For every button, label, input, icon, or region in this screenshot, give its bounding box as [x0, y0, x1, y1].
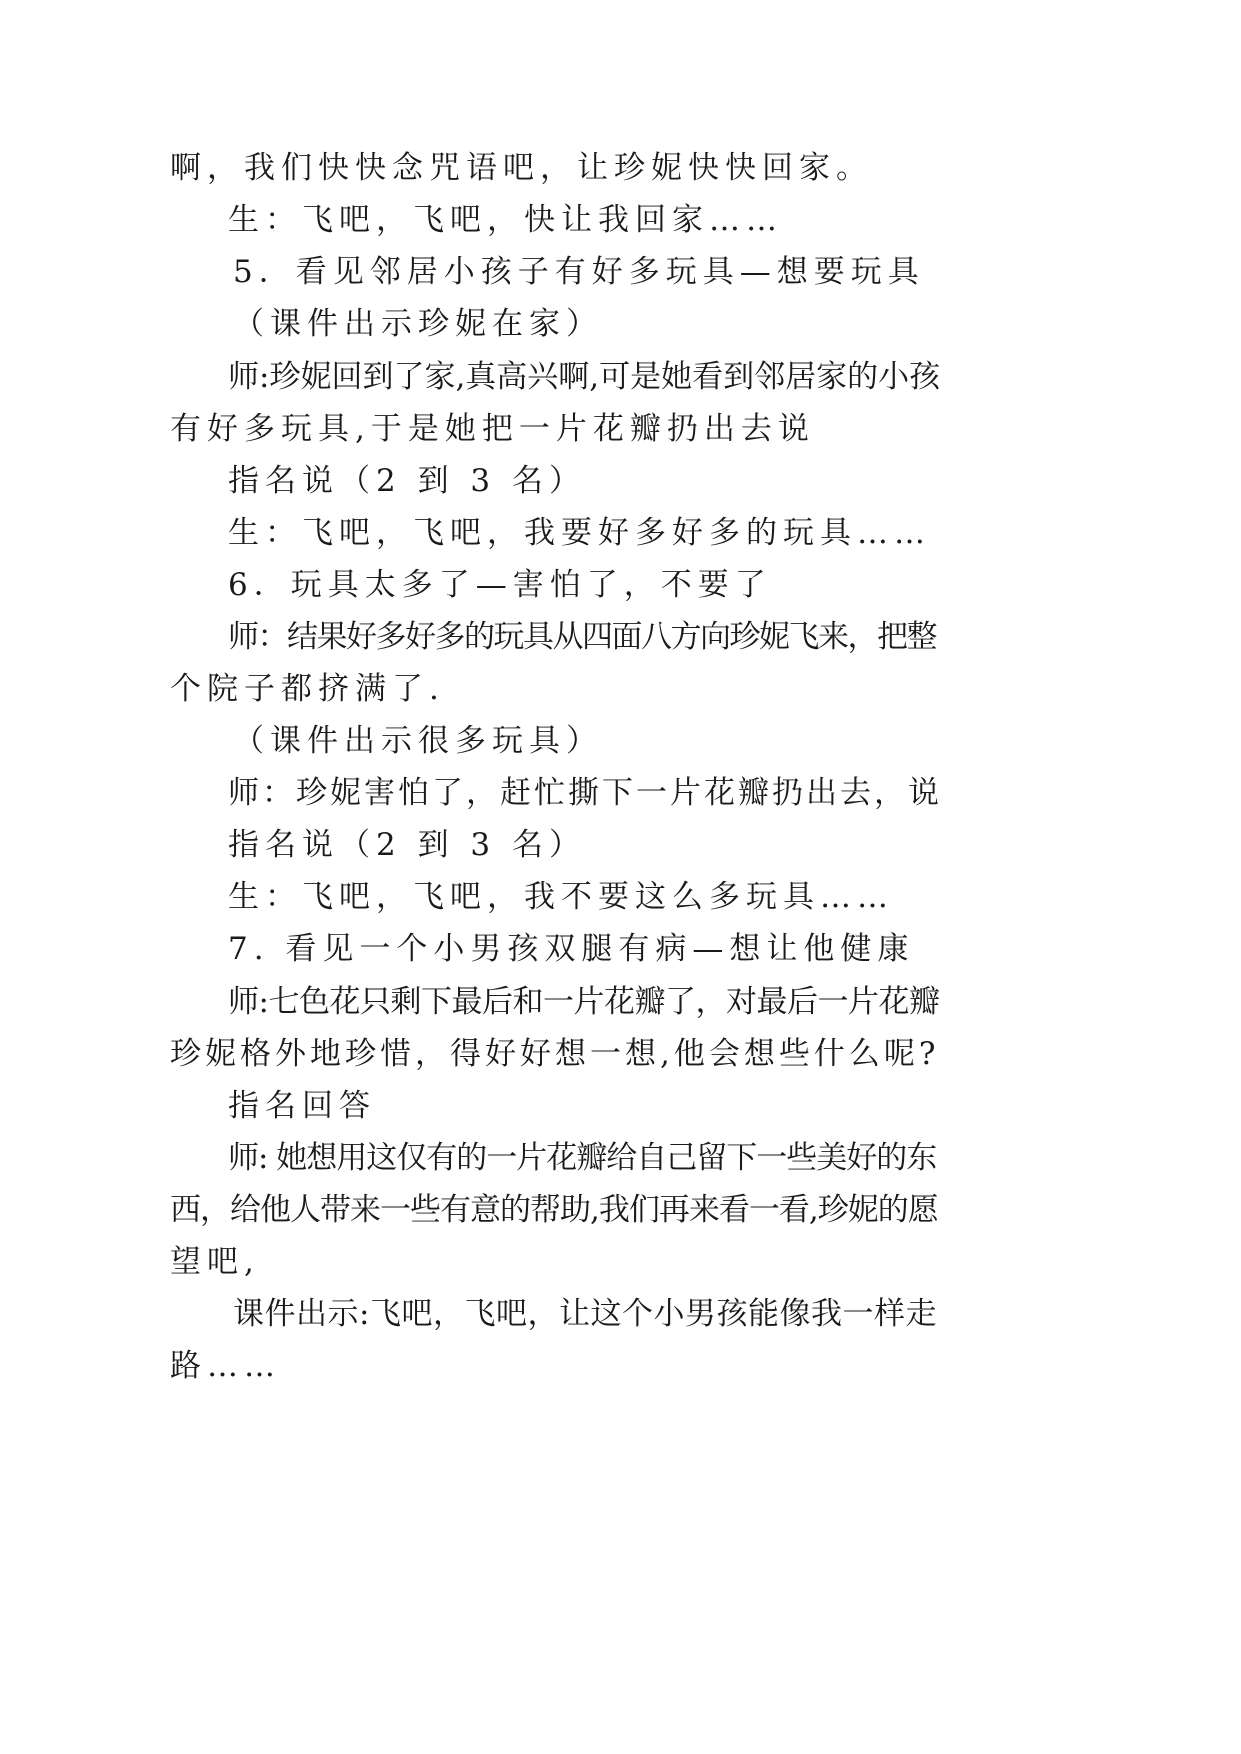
- text-line: 望吧,: [170, 1244, 260, 1280]
- text-line: （课件出示珍妮在家）: [233, 306, 603, 342]
- text-line: 路……: [170, 1348, 281, 1384]
- text-line: 西，给他人带来一些有意的帮助,我们再来看一看,珍妮的愿: [170, 1192, 938, 1228]
- text-line: 生：飞吧，飞吧，我要好多好多的玩具……: [228, 515, 931, 551]
- text-line: 有好多玩具,于是她把一片花瓣扔出去说: [170, 411, 815, 447]
- text-line: 指名说（2 到 3 名）: [228, 827, 587, 863]
- text-line: 指名说（2 到 3 名）: [228, 463, 587, 499]
- text-line: 师:七色花只剩下最后和一片花瓣了，对最后一片花瓣: [228, 984, 940, 1020]
- section-heading: 5．看见邻居小孩子有好多玩具—想要玩具: [233, 254, 925, 290]
- text-line: 师：珍妮害怕了，赶忙撕下一片花瓣扔出去，说: [228, 775, 942, 811]
- text-line: 师:珍妮回到了家,真高兴啊,可是她看到邻居家的小孩: [228, 359, 941, 395]
- text-line: 指名回答: [228, 1088, 376, 1124]
- text-line: 个院子都挤满了.: [170, 671, 445, 707]
- text-line: 生：飞吧，飞吧，快让我回家……: [228, 202, 783, 238]
- text-line: （课件出示很多玩具）: [233, 723, 603, 759]
- section-heading: 7. 看见一个小男孩双腿有病—想让他健康: [228, 931, 915, 967]
- text-line: 师: 她想用这仅有的一片花瓣给自己留下一些美好的东: [228, 1140, 937, 1176]
- text-line: 课件出示:飞吧，飞吧，让这个小男孩能像我一样走: [233, 1296, 937, 1332]
- section-heading: 6．玩具太多了—害怕了，不要了: [228, 567, 772, 603]
- text-line: 师：结果好多好多的玩具从四面八方向珍妮飞来，把整: [228, 619, 936, 655]
- text-line: 生：飞吧，飞吧，我不要这么多玩具……: [228, 879, 894, 915]
- text-line: 珍妮格外地珍惜，得好好想一想,他会想些什么呢?: [170, 1036, 940, 1072]
- text-line: 啊，我们快快念咒语吧，让珍妮快快回家。: [170, 150, 873, 186]
